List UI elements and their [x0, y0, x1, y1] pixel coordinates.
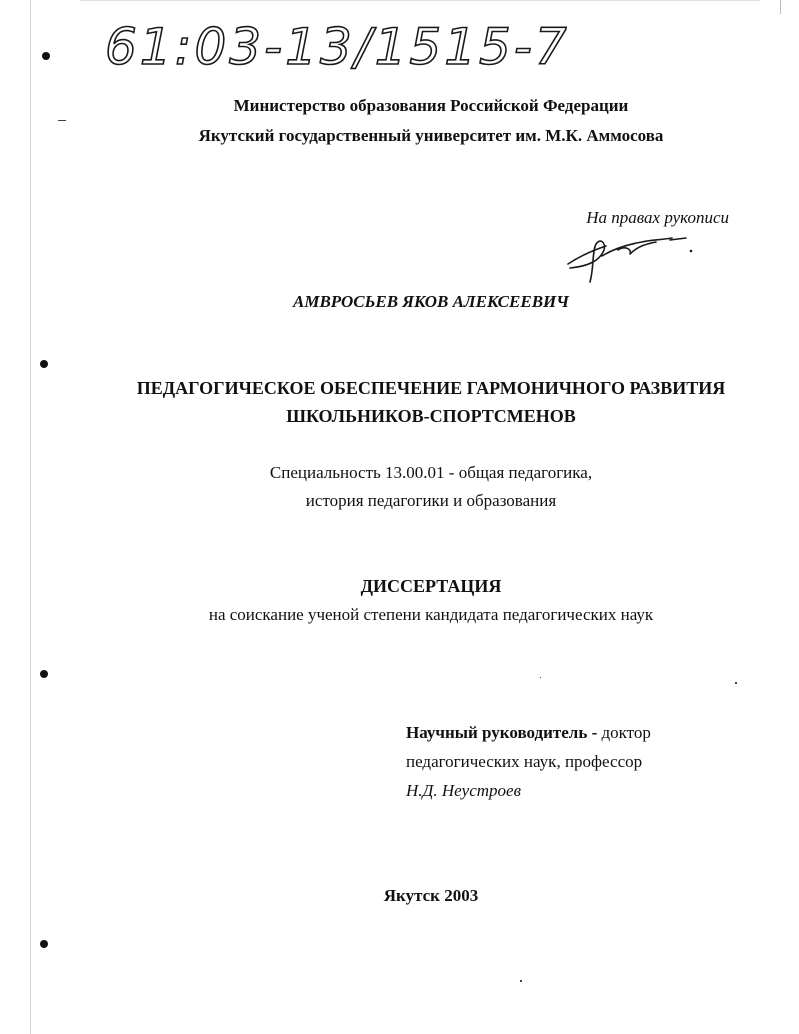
specialty-line-2: история педагогики и образования: [305, 491, 557, 510]
scan-speck: [735, 682, 737, 684]
university-heading: Якутский государственный университет им. М.К. Аммосова: [198, 126, 664, 145]
scan-speck: [540, 677, 541, 678]
author-name: АМВРОСЬЕВ ЯКОВ АЛЕКСЕЕВИЧ: [293, 292, 569, 311]
scan-edge-right: [780, 0, 781, 14]
author-signature: [560, 228, 700, 288]
punch-hole-mark: [42, 52, 50, 60]
manuscript-rights-note: На правах рукописи: [586, 208, 729, 227]
supervisor-block: [406, 718, 651, 805]
supervisor-title-part1: доктор: [601, 723, 651, 742]
scan-speck: [520, 980, 522, 982]
supervisor-line-1: [406, 718, 651, 747]
punch-hole-mark: [40, 670, 48, 678]
punch-hole-mark: [40, 940, 48, 948]
degree-line: на соискание ученой степени кандидата педагогических наук: [208, 605, 654, 624]
scan-speck: [58, 120, 66, 121]
ministry-heading: Министерство образования Российской Федерации: [233, 96, 629, 115]
supervisor-name: Н.Д. Неустроев: [406, 781, 521, 800]
supervisor-title-part2: педагогических наук, профессор: [406, 752, 643, 771]
scan-edge-left: [30, 0, 31, 1034]
thesis-title-line-1: ПЕДАГОГИЧЕСКОЕ ОБЕСПЕЧЕНИЕ ГАРМОНИЧНОГО РАЗВИТИЯ: [136, 378, 726, 398]
archive-number-text: 61:03-13/1515-7: [105, 18, 570, 76]
punch-hole-mark: [40, 360, 48, 368]
city-year: Якутск 2003: [383, 886, 479, 905]
thesis-title-line-2: ШКОЛЬНИКОВ-СПОРТСМЕНОВ: [286, 406, 576, 426]
specialty-line-1: Специальность 13.00.01 - общая педагогика,: [269, 463, 593, 482]
document-type: ДИССЕРТАЦИЯ: [360, 576, 502, 596]
archive-number-handwritten: [95, 8, 625, 78]
scan-edge-top: [80, 0, 760, 1]
supervisor-label: Научный руководитель -: [406, 723, 598, 742]
